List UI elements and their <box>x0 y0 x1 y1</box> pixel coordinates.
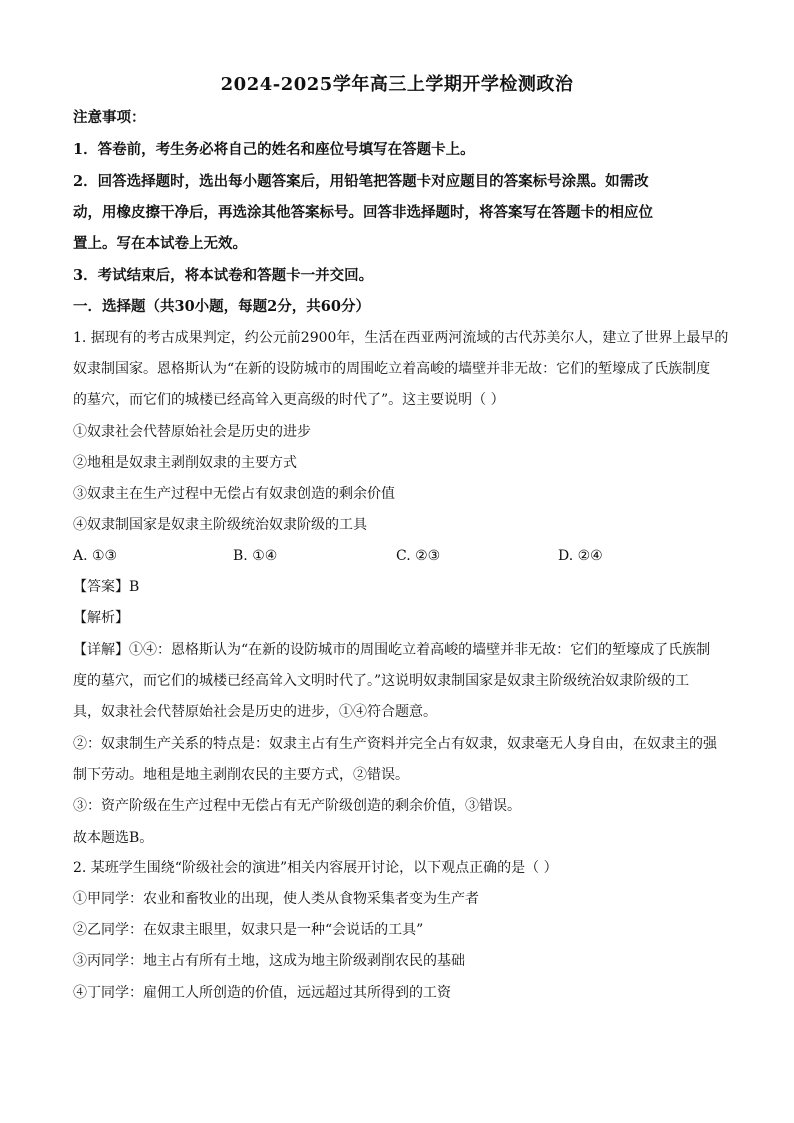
q1-option-b: B. ①④ <box>233 548 278 564</box>
q1-detail-line-3: 具，奴隶社会代替原始社会是历史的进步，①④符合题意。 <box>73 704 437 720</box>
q1-stem-line-2: 奴隶制国家。恩格斯认为“在新的设防城市的周围屹立着高峻的墙壁并非无故：它们的堑壕成了氏族制度 <box>73 361 711 377</box>
q1-option-d: D. ②④ <box>558 548 603 564</box>
q1-stem-line-3: 的墓穴，而它们的城楼已经高耸入更高级的时代了”。这主要说明（ ） <box>73 392 505 408</box>
section-heading: 一．选择题（共30小题，每题2分，共60分） <box>73 298 370 315</box>
q1-statement-1: ①奴隶社会代替原始社会是历史的进步 <box>73 424 311 440</box>
q1-statement-2: ②地租是奴隶主剥削奴隶的主要方式 <box>73 455 297 471</box>
q1-statement-3: ③奴隶主在生产过程中无偿占有奴隶创造的剩余价值 <box>73 486 395 502</box>
q1-answer: 【答案】B <box>73 579 140 595</box>
notice-item-2-line-1: 2．回答选择题时，选出每小题答案后，用铅笔把答题卡对应题目的答案标号涂黑。如需改 <box>73 173 649 190</box>
q2-statement-2: ②乙同学：在奴隶主眼里，奴隶只是一种“会说话的工具” <box>73 922 424 938</box>
exam-title: 2024-2025学年高三上学期开学检测政治 <box>220 74 574 95</box>
q1-detail-line-5: 制下劳动。地租是地主剥削农民的主要方式，②错误。 <box>73 767 409 783</box>
q1-statement-4: ④奴隶制国家是奴隶主阶级统治奴隶阶级的工具 <box>73 517 367 533</box>
q1-analysis-heading: 【解析】 <box>73 610 129 626</box>
q1-detail-line-1: 【详解】①④：恩格斯认为“在新的设防城市的周围屹立着高峻的墙壁并非无故：它们的堑壕成了氏族制 <box>73 642 711 658</box>
notice-item-2-line-2: 动，用橡皮擦干净后，再选涂其他答案标号。回答非选择题时，将答案写在答题卡的相应位 <box>73 204 653 221</box>
q1-detail-line-7: 故本题选B。 <box>73 830 154 846</box>
q1-option-a: A. ①③ <box>73 548 118 564</box>
notice-item-3: 3．考试结束后，将本试卷和答题卡一并交回。 <box>73 267 374 284</box>
q1-stem-line-1: 1. 据现有的考古成果判定，约公元前2900年，生活在西亚两河流域的古代苏美尔人，建立了世界上最早的 <box>73 330 729 346</box>
q2-statement-3: ③丙同学：地主占有所有土地，这成为地主阶级剥削农民的基础 <box>73 953 465 969</box>
notice-item-1: 1．答卷前，考生务必将自己的姓名和座位号填写在答题卡上。 <box>73 141 475 158</box>
q2-statement-1: ①甲同学：农业和畜牧业的出现，使人类从食物采集者变为生产者 <box>73 891 479 907</box>
notice-item-2-line-3: 置上。写在本试卷上无效。 <box>73 235 247 252</box>
notice-heading: 注意事项： <box>73 109 146 126</box>
q1-detail-line-4: ②：奴隶制生产关系的特点是：奴隶主占有生产资料并完全占有奴隶，奴隶毫无人身自由，在奴隶主的强 <box>73 736 717 752</box>
q1-option-c: C. ②③ <box>396 548 441 564</box>
q1-detail-line-6: ③：资产阶级在生产过程中无偿占有无产阶级创造的剩余价值，③错误。 <box>73 798 521 814</box>
q2-statement-4: ④丁同学：雇佣工人所创造的价值，远远超过其所得到的工资 <box>73 985 451 1001</box>
q2-stem: 2. 某班学生围绕“阶级社会的演进”相关内容展开讨论，以下观点正确的是（ ） <box>73 860 558 876</box>
q1-detail-line-2: 度的墓穴，而它们的城楼已经高耸入文明时代了。”这说明奴隶制国家是奴隶主阶级统治奴隶阶级的工 <box>73 673 690 689</box>
